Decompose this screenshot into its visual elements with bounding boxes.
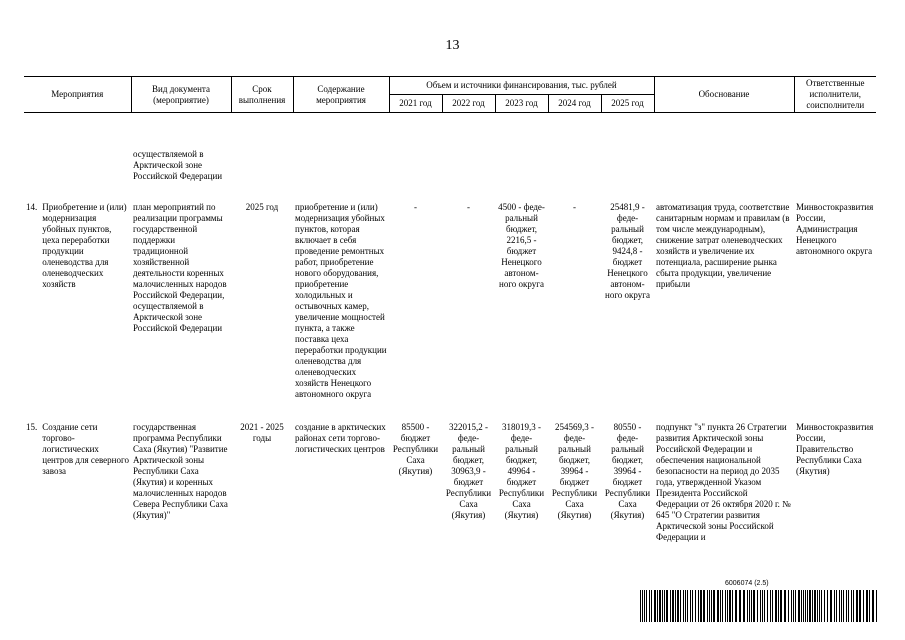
table-row [24,400,876,543]
header-justification: Обоснование [654,77,794,113]
row-number: 15. [26,422,38,432]
row-funding-2021: 85500 - бюджет Республики Саха (Якутия) [392,422,439,476]
row-justification: подпункт "з" пункта 26 Стратегии развития Арктической зоны Российской Федерации и обеспечения национальной безопасности на период до 2035 года, утвержденной Указом Президента Российской Федерации от 26 октября 2020 г. № 645 "О Стратегии развития Арктической зоны Российской Федерации и [656,422,791,542]
row-funding-2021: - [414,202,417,212]
header-content: Содержание мероприятия [293,77,389,113]
row-content: приобретение и (или) модернизация убойных пунктов, которая включает в себя проведение ремонтных работ, приобретение нового оборудования, приобретение холодильных и остывочных камер, увеличение мощностей пункта, а также поставка цеха переработки продукции оленеводства для оленеводческих хозяйств Ненецкого автономного округа [295,202,387,399]
header-year-2021: 2021 год [389,95,442,113]
barcode-block [640,580,880,624]
header-year-2022: 2022 год [442,95,495,113]
header-responsible: Ответственные исполнители, соисполнители [794,77,876,113]
row-deadline: 2025 год [245,202,279,212]
header-year-2023: 2023 год [495,95,548,113]
table-row-continuation [24,113,876,183]
row-funding-2025: 25481,9 - феде-ральный бюджет, 9424,8 - бюджет Ненецкого автоном-ного округа [605,202,650,300]
barcode-icon [640,590,880,622]
page-number: 13 [445,38,460,53]
row-activity-name: Создание сети торгово-логистических центров для северного завоза [42,422,129,476]
header-funding: Объем и источники финансирования, тыс. рублей [389,77,654,95]
row-activity-name: Приобретение и (или) модернизация убойных пунктов, цеха переработки продукции оленеводства для оленеводческих хозяйств [42,202,127,289]
barcode-text: 6006074 (2.5) [725,580,769,587]
row-doc-type: план мероприятий по реализации программы государственной поддержки традиционной хозяйственной деятельности коренных малочисленных народов Российской Федерации, осуществляемой в Арктической зоне Российской Федерации [133,202,227,333]
row-funding-2022: - [467,202,470,212]
measures-table [24,76,876,543]
row-deadline: 2021 - 2025 годы [240,422,284,443]
row-responsible: Минвостокразвития России, Администрация Ненецкого автономного округа [796,202,874,256]
row-number: 14. [26,202,38,212]
header-doc-type: Вид документа (мероприятие) [131,77,231,113]
header-activities: Мероприятия [24,77,131,113]
row-funding-2025: 80550 - феде-ральный бюджет, 39964 - бюджет Республики Саха (Якутия) [604,422,651,520]
row-funding-2024: - [573,202,576,212]
row-funding-2024: 254569,3 - феде-ральный бюджет, 39964 - бюджет Республики Саха (Якутия) [551,422,598,520]
header-deadline: Срок выполнения [231,77,293,113]
row-funding-2023: 318019,3 - феде-ральный бюджет, 49964 - бюджет Республики Саха (Якутия) [498,422,545,520]
header-year-2024: 2024 год [548,95,601,113]
row-responsible: Минвостокразвития России, Правительство Республики Саха (Якутия) [796,422,874,476]
row-content: создание в арктических районах сети торгово-логистических центров [295,422,386,454]
header-year-2025: 2025 год [601,95,654,113]
row-funding-2023: 4500 - феде-ральный бюджет, 2216,5 - бюджет Ненецкого автоном-ного округа [498,202,545,289]
table-row [24,182,876,400]
row-justification: автоматизация труда, соответствие санитарным нормам и правилам (в том числе международным), снижение затрат оленеводческих хозяйств и увеличение их потенциала, расширение рынка сбыта продукции, увеличение прибыли [656,202,790,289]
row-doc-type: государственная программа Республики Саха (Якутия) "Развитие Арктической зоны Республики Саха (Якутия) и коренных малочисленных народов Севера Республики Саха (Якутия)" [133,422,228,520]
row-funding-2022: 322015,2 - феде-ральный бюджет, 30963,9 - бюджет Республики Саха (Якутия) [445,422,492,520]
continuation-doc-type: осуществляемой в Арктической зоне Российской Федерации [133,149,223,181]
